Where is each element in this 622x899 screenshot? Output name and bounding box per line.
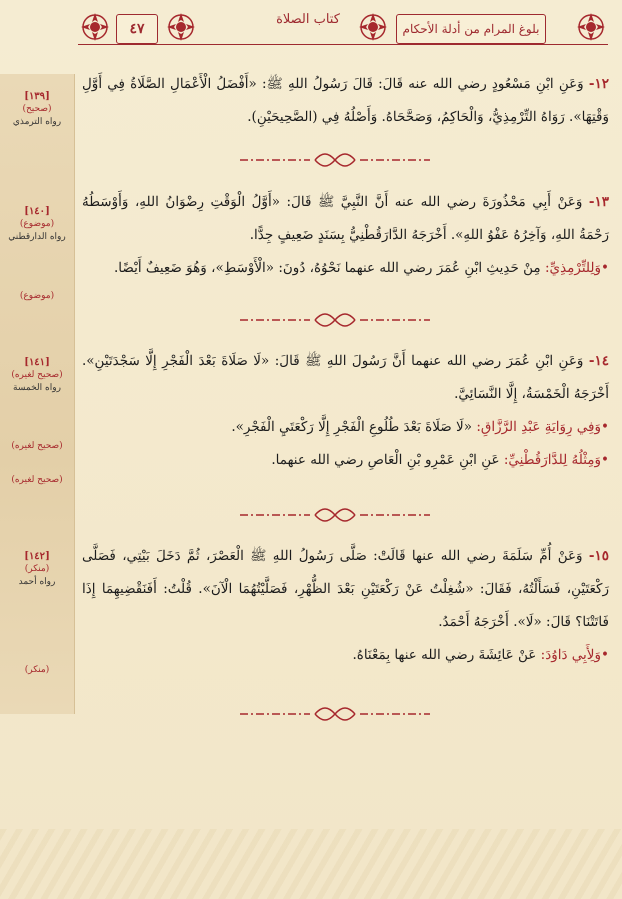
section-divider-icon bbox=[240, 507, 430, 523]
grade-note-140 bbox=[0, 205, 74, 244]
grade-label: (موضوع) bbox=[19, 219, 55, 229]
page-number: ٤٧ bbox=[116, 14, 158, 44]
grade-label: (صحيح لغيره) bbox=[11, 370, 63, 380]
hadith-text: وَعَنْ أُمِّ سَلَمَةَ رضي الله عنها قَالَتْ: صَلَّى رَسُولُ اللهِ ﷺ الْعَصْرَ، ثُمَّ دَخَلَ بَيْتِي، فَصَلَّى رَكْعَتَيْنِ، فَسَأَلْتُهُ، فَقَالَ: «شُغِلْتُ عَنْ رَكْعَتَيْنِ بَعْدَ الظُّهْرِ، فَصَلَّيْتُهُمَا الْآنَ». قُلْتُ: أَفَنَقْضِيهِمَا إِذَا فَاتَتْنَا؟ قَالَ: «لَا». أَخْرَجَهُ أَحْمَدُ. bbox=[82, 548, 609, 630]
grade-note-141 bbox=[0, 356, 74, 395]
floral-ornament-icon bbox=[164, 10, 198, 44]
note-number: [١٤١] bbox=[24, 357, 50, 368]
note-label: وَفِي رِوَايَةِ عَبْدِ الرَّزَّاقِ: bbox=[476, 419, 602, 435]
hadith-number: ١٥- bbox=[588, 548, 609, 564]
grade-label: (صحيح) bbox=[22, 104, 52, 114]
header-rule bbox=[78, 44, 608, 45]
section-divider-icon bbox=[240, 706, 430, 722]
grade-note-141c bbox=[0, 474, 74, 487]
hadith-number: ١٣- bbox=[588, 194, 609, 210]
page-header bbox=[78, 8, 608, 54]
note-text: «لَا صَلَاةَ بَعْدَ طُلُوعِ الْفَجْرِ إِلَّا رَكْعَتَيِ الْفَجْرِ». bbox=[231, 419, 473, 435]
hadith-13 bbox=[82, 186, 609, 285]
note-label: وَمِثْلُهُ لِلدَّارَقُطْنِيِّ: bbox=[503, 452, 602, 468]
grade-note-142 bbox=[0, 550, 74, 589]
note-text: عَنِ ابْنِ عَمْرِو بْنِ الْعَاصِ رضي الله عنهما. bbox=[271, 452, 500, 468]
source-label: رواه أحمد bbox=[18, 577, 56, 587]
grade-label: (صحيح لغيره) bbox=[11, 475, 63, 485]
bullet-icon: • bbox=[601, 419, 609, 435]
note-label: وَلِلتِّرْمِذِيِّ: bbox=[544, 260, 602, 276]
grade-label: (منكر) bbox=[24, 564, 50, 574]
grade-note-141b bbox=[0, 440, 74, 453]
floral-ornament-icon bbox=[78, 10, 112, 44]
section-divider-icon bbox=[240, 152, 430, 168]
grade-label: (موضوع) bbox=[19, 291, 55, 301]
hadith-number: ١٤- bbox=[588, 353, 609, 369]
hadith-14 bbox=[82, 345, 609, 477]
chapter-title: كتاب الصلاة bbox=[276, 12, 340, 27]
hadith-text: وَعَنِ ابْنِ مَسْعُودٍ رضي الله عنه قَالَ: قَالَ رَسُولُ اللهِ ﷺ: «أَفْضَلُ الْأَعْمَالِ الصَّلَاةُ فِي أَوَّلِ وَقْتِهَا». رَوَاهُ التِّرْمِذِيُّ، وَالْحَاكِمُ، وَصَحَّحَاهُ. وَأَصْلُهُ فِي (الصَّحِيحَيْنِ). bbox=[82, 76, 609, 125]
note-number: [١٣٩] bbox=[24, 91, 50, 102]
source-label: رواه الترمذي bbox=[12, 117, 62, 127]
grade-label: (منكر) bbox=[24, 665, 50, 675]
grade-note-139 bbox=[0, 90, 74, 129]
note-text: مِنْ حَدِيثِ ابْنِ عُمَرَ رضي الله عنهما نَحْوُهُ، دُونَ: «الْأَوْسَطِ»، وَهُوَ ضَعِيفٌ أَيْضًا. bbox=[113, 260, 541, 276]
grade-note-142b bbox=[0, 664, 74, 677]
hadith-number: ١٢- bbox=[588, 76, 609, 92]
book-title-box: بلوغ المرام من أدلة الأحكام bbox=[396, 14, 546, 44]
floral-ornament-icon bbox=[574, 10, 608, 44]
bullet-icon: • bbox=[601, 647, 609, 663]
grade-note-140b bbox=[0, 290, 74, 303]
hadith-text: وَعَنْ أَبِي مَحْذُورَةَ رضي الله عنه أَنَّ النَّبِيَّ ﷺ قَالَ: «أَوَّلُ الْوَقْتِ رِضْوَانُ اللهِ، وَأَوْسَطُهُ رَحْمَةُ اللهِ، وَآخِرُهُ عَفْوُ اللهِ». أَخْرَجَهُ الدَّارَقُطْنِيُّ بِسَنَدٍ ضَعِيفٍ جِدًّا. bbox=[82, 194, 609, 243]
note-text: عَنْ عَائِشَةَ رضي الله عنها بِمَعْنَاهُ. bbox=[352, 647, 537, 663]
bullet-icon: • bbox=[601, 260, 609, 276]
source-label: رواه الدارقطني bbox=[8, 232, 66, 242]
section-divider-icon bbox=[240, 312, 430, 328]
hadith-12 bbox=[82, 68, 609, 134]
bullet-icon: • bbox=[601, 452, 609, 468]
note-number: [١٤٢] bbox=[24, 551, 50, 562]
hadith-15 bbox=[82, 540, 609, 672]
note-label: وَلِأَبِي دَاوُدَ: bbox=[540, 647, 602, 663]
grade-label: (صحيح لغيره) bbox=[11, 441, 63, 451]
note-number: [١٤٠] bbox=[24, 206, 50, 217]
source-label: رواه الخمسة bbox=[13, 383, 61, 393]
hadith-text: وَعَنِ ابْنِ عُمَرَ رضي الله عنهما أَنَّ رَسُولَ اللهِ ﷺ قَالَ: «لَا صَلَاةَ بَعْدَ الْفَجْرِ إِلَّا سَجْدَتَيْنِ». أَخْرَجَهُ الْخَمْسَةُ، إِلَّا النَّسَائِيَّ. bbox=[82, 353, 609, 402]
